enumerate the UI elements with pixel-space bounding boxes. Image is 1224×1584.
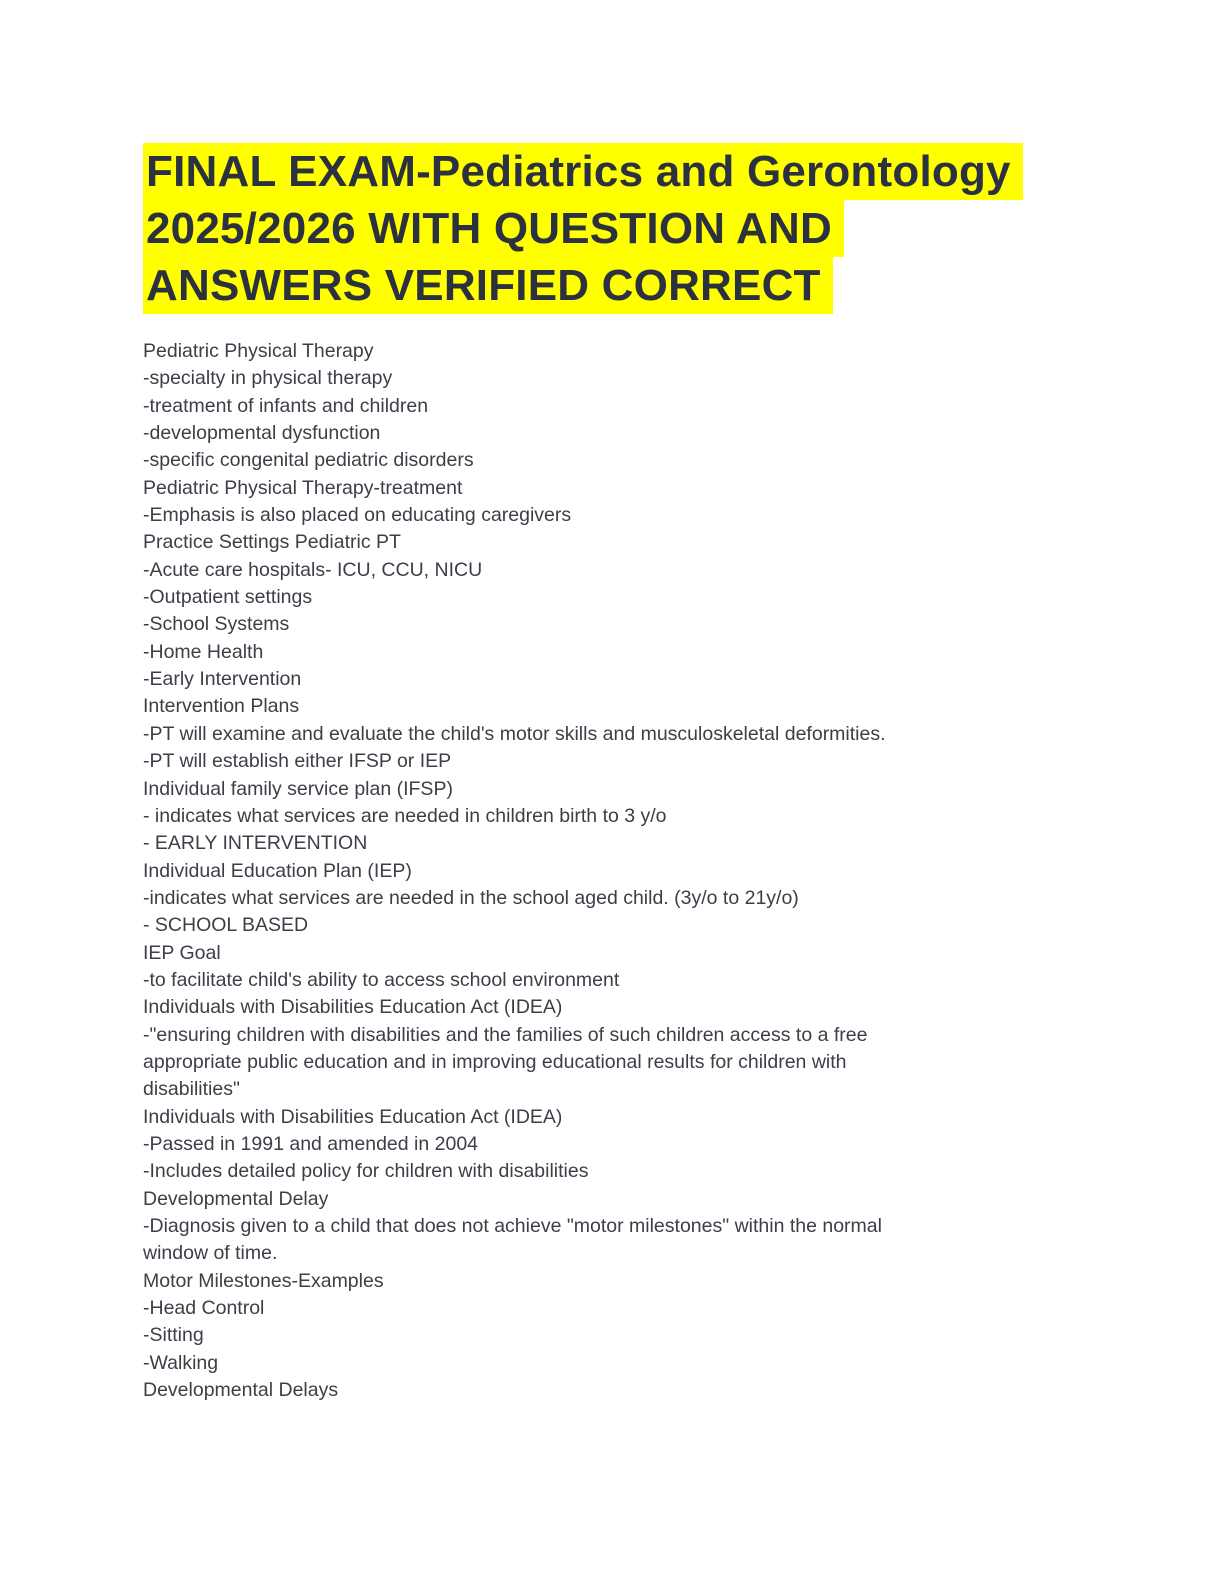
body-line: -indicates what services are needed in the school aged child. (3y/o to 21y/o) bbox=[143, 886, 799, 909]
body-line: -treatment of infants and children bbox=[143, 394, 429, 417]
body-line: -Sitting bbox=[143, 1324, 204, 1347]
body-line: -"ensuring children with disabilities and the families of such children access to a free bbox=[143, 1023, 868, 1046]
body-line: -PT will examine and evaluate the child's motor skills and musculoskeletal deformities. bbox=[143, 722, 886, 745]
body-line: -specific congenital pediatric disorders bbox=[143, 449, 474, 472]
body-line: disabilities" bbox=[143, 1078, 240, 1101]
document-title bbox=[143, 143, 1084, 314]
body-line: -Head Control bbox=[143, 1297, 265, 1320]
body-line: -developmental dysfunction bbox=[143, 422, 381, 445]
body-line: -Outpatient settings bbox=[143, 586, 313, 609]
body-line: -Walking bbox=[143, 1351, 219, 1374]
body-line: -Home Health bbox=[143, 640, 264, 663]
body-line: -to facilitate child's ability to access school environment bbox=[143, 968, 620, 991]
body-line: -Passed in 1991 and amended in 2004 bbox=[143, 1132, 479, 1155]
title-highlight: ANSWERS VERIFIED CORRECT bbox=[143, 257, 833, 314]
body-line: - indicates what services are needed in children birth to 3 y/o bbox=[143, 804, 667, 827]
body-line: - EARLY INTERVENTION bbox=[143, 832, 368, 855]
title-highlight: FINAL EXAM-Pediatrics and Gerontology bbox=[143, 143, 1023, 200]
body-line: Motor Milestones-Examples bbox=[143, 1269, 384, 1292]
body-line: Individual family service plan (IFSP) bbox=[143, 777, 453, 800]
title-highlight: 2025/2026 WITH QUESTION AND bbox=[143, 200, 844, 257]
body-line: appropriate public education and in improving educational results for children with bbox=[143, 1050, 847, 1073]
body-line: -specialty in physical therapy bbox=[143, 367, 393, 390]
body-line: Intervention Plans bbox=[143, 695, 300, 718]
body-line: IEP Goal bbox=[143, 941, 221, 964]
body-line: Individuals with Disabilities Education Act (IDEA) bbox=[143, 996, 563, 1019]
body-line: Pediatric Physical Therapy-treatment bbox=[143, 476, 463, 499]
body-line: -School Systems bbox=[143, 613, 290, 636]
title-line-2 bbox=[143, 200, 1084, 257]
body-line: -Acute care hospitals- ICU, CCU, NICU bbox=[143, 558, 483, 581]
title-line-3 bbox=[143, 257, 1084, 314]
body-line: -Diagnosis given to a child that does not achieve "motor milestones" within the normal bbox=[143, 1215, 882, 1237]
body-line: window of time. bbox=[143, 1242, 278, 1265]
body-line: Developmental Delays bbox=[143, 1379, 339, 1402]
title-line-1 bbox=[143, 143, 1084, 200]
body-line: Pediatric Physical Therapy bbox=[143, 340, 374, 362]
body-line: Individuals with Disabilities Education Act (IDEA) bbox=[143, 1105, 563, 1128]
document-body bbox=[143, 338, 1088, 1404]
body-line: -Emphasis is also placed on educating caregivers bbox=[143, 504, 572, 527]
body-line: Individual Education Plan (IEP) bbox=[143, 859, 412, 882]
body-line: Practice Settings Pediatric PT bbox=[143, 531, 401, 554]
body-line: -Includes detailed policy for children with disabilities bbox=[143, 1160, 589, 1183]
body-line: -PT will establish either IFSP or IEP bbox=[143, 750, 452, 773]
body-line: Developmental Delay bbox=[143, 1187, 329, 1210]
body-line: - SCHOOL BASED bbox=[143, 914, 309, 937]
body-line: -Early Intervention bbox=[143, 668, 302, 691]
